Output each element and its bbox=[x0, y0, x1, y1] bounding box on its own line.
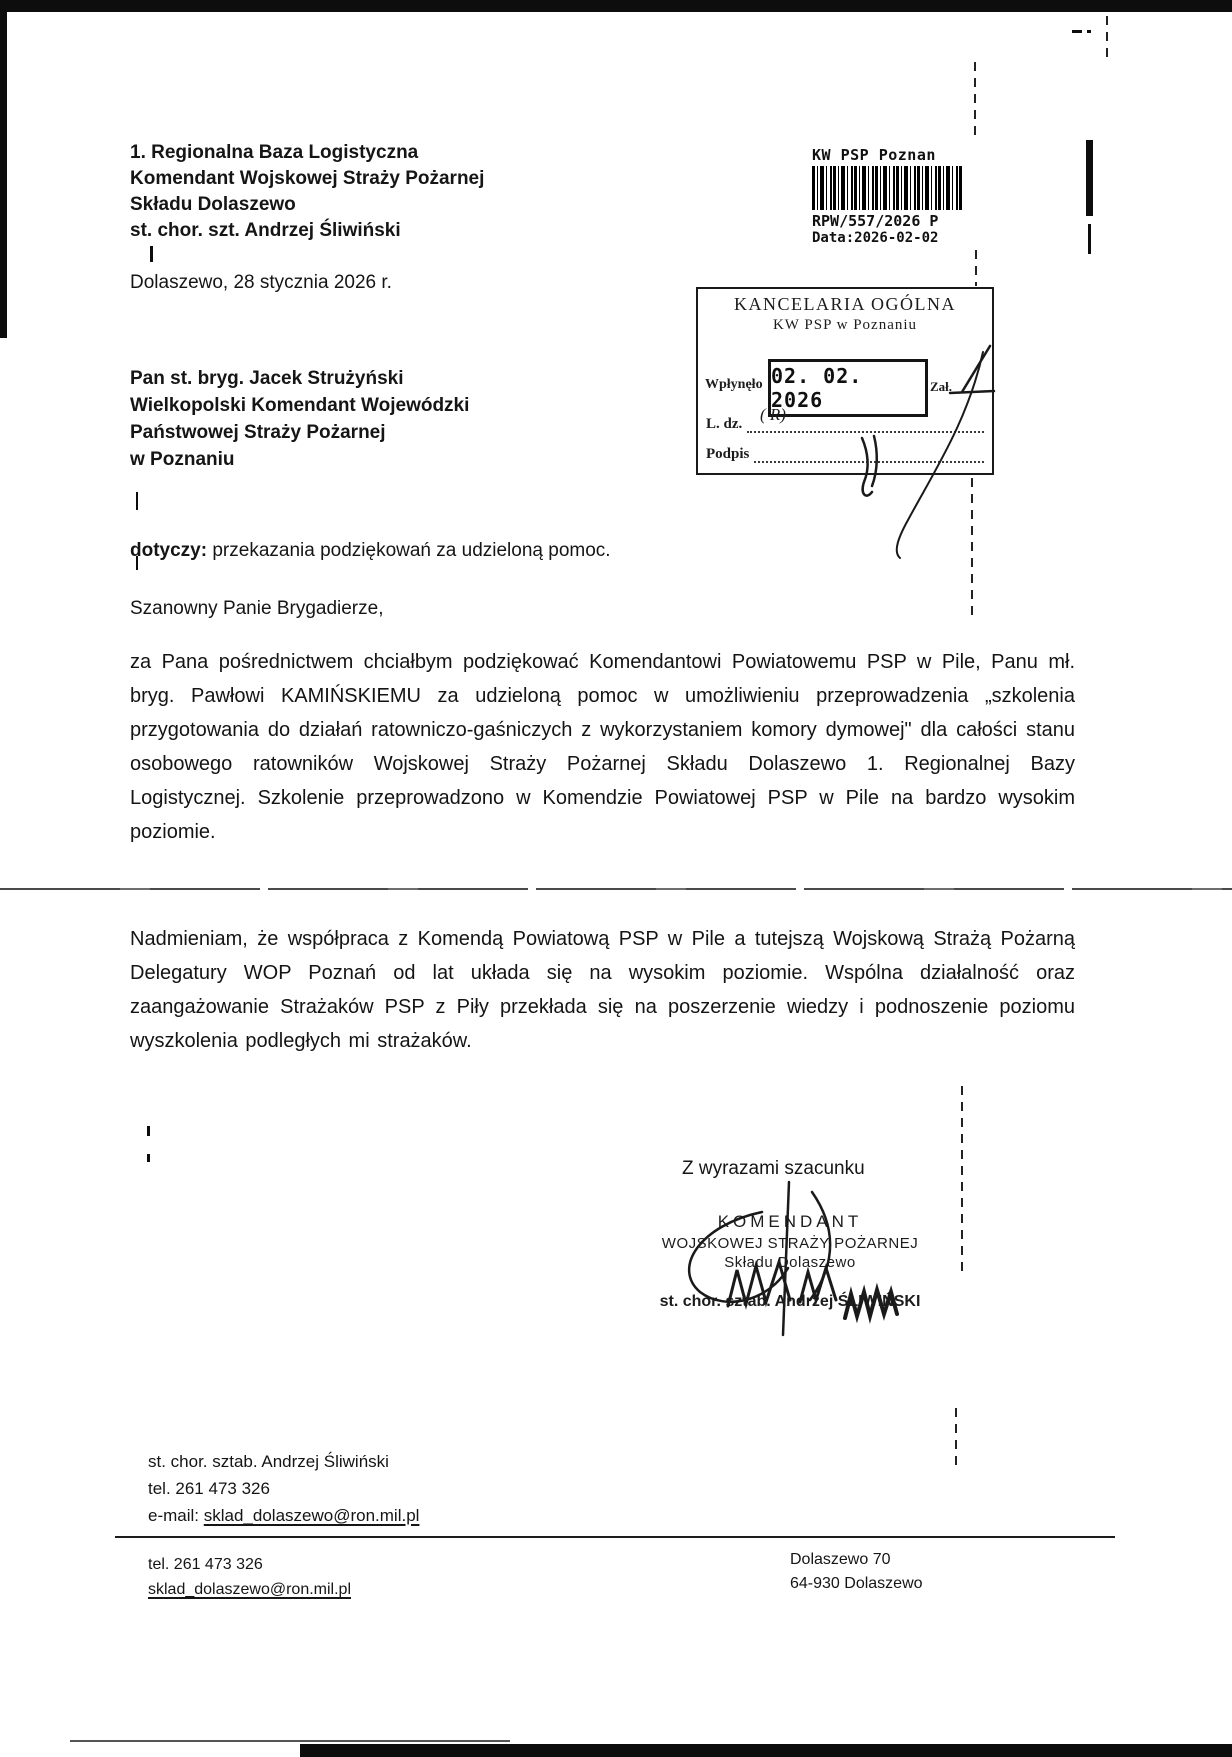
registration-number: RPW/557/2026 P bbox=[812, 212, 939, 230]
contact-phone: tel. 261 473 326 bbox=[148, 1479, 270, 1498]
contact-email-line bbox=[148, 1502, 419, 1529]
footer-address-line: 64-930 Dolaszewo bbox=[790, 1575, 923, 1592]
subject-label: dotyczy: bbox=[130, 540, 208, 561]
intake-stamp-box bbox=[696, 287, 994, 475]
scan-artifact-dot bbox=[1087, 30, 1091, 33]
barcode-image bbox=[812, 166, 962, 210]
reference-number-row bbox=[706, 416, 984, 433]
addressee-line: Wielkopolski Komendant Wojewódzki bbox=[130, 395, 470, 416]
subject-text: przekazania podziękowań za udzieloną pomoc. bbox=[212, 540, 611, 561]
body-paragraph: Nadmieniam, że współpraca z Komendą Powiatową PSP w Pile a tutejszą Wojskową Strażą Pożarną Delegatury WOP Poznań od lat układa się na wysokim poziomie. Wspólna działalność oraz zaangażowanie Strażaków PSP z Piły przekłada się na poszerzenie wiedzy i podnoszenie poziomu wyszkolenia podległych mi strażaków. bbox=[130, 928, 1075, 1052]
intake-stamp-title: KANCELARIA OGÓLNA bbox=[734, 294, 956, 314]
scan-artifact-bottom-bar bbox=[300, 1744, 1232, 1757]
scan-artifact-dashes bbox=[971, 478, 973, 618]
sender-block bbox=[130, 140, 484, 244]
registration-date: Data:2026-02-02 bbox=[812, 230, 939, 246]
intake-stamp-subtitle: KW PSP w Poznaniu bbox=[772, 317, 918, 333]
signer-name: st. chor. sztab. Andrzej ŚLIWIŃSKI bbox=[659, 1293, 921, 1310]
signature-stamp-line: WOJSKOWEJ STRAŻY POŻARNEJ bbox=[661, 1235, 919, 1252]
signature-row bbox=[706, 446, 984, 463]
signature-stamp-line: KOMENDANT bbox=[717, 1212, 863, 1231]
scan-artifact-top-bar bbox=[0, 0, 1232, 12]
attachment-label: Zał. bbox=[930, 379, 953, 394]
reference-handwritten-value: ( R) bbox=[760, 405, 786, 424]
scan-artifact-dashes bbox=[955, 1408, 957, 1472]
scan-artifact-right-tick bbox=[1088, 224, 1091, 254]
footer-divider bbox=[115, 1536, 1115, 1538]
signature-label: Podpis bbox=[706, 446, 750, 462]
scan-artifact-tick bbox=[147, 1126, 150, 1136]
footer-address-line: Dolaszewo 70 bbox=[790, 1551, 891, 1568]
sender-line: Składu Dolaszewo bbox=[130, 194, 296, 215]
scan-artifact-dashes bbox=[975, 250, 977, 286]
scan-artifact-dashes bbox=[974, 62, 976, 138]
scan-artifact-tick bbox=[150, 246, 153, 262]
contact-block bbox=[148, 1448, 419, 1529]
footer-email: sklad_dolaszewo@ron.mil.pl bbox=[148, 1581, 351, 1598]
closing-phrase: Z wyrazami szacunku bbox=[682, 1158, 865, 1179]
sender-line: 1. Regionalna Baza Logistyczna bbox=[130, 142, 419, 163]
contact-name: st. chor. sztab. Andrzej Śliwiński bbox=[148, 1452, 389, 1471]
received-date-stamp: 02. 02. 2026 bbox=[768, 359, 928, 417]
dotted-leader bbox=[754, 446, 984, 463]
contact-email: sklad_dolaszewo@ron.mil.pl bbox=[203, 1506, 420, 1525]
place-date-line: Dolaszewo, 28 stycznia 2026 r. bbox=[130, 272, 392, 293]
received-label: Wpłynęło bbox=[705, 377, 763, 392]
sender-line: st. chor. szt. Andrzej Śliwiński bbox=[130, 220, 401, 241]
addressee-block bbox=[130, 365, 469, 473]
salutation: Szanowny Panie Brygadierze, bbox=[130, 598, 384, 619]
addressee-line: Pan st. bryg. Jacek Strużyński bbox=[130, 368, 404, 389]
scan-artifact-dot bbox=[1072, 30, 1082, 33]
footer-address-block bbox=[790, 1548, 923, 1596]
signature-stamp-block bbox=[600, 1212, 980, 1311]
footer-phone: tel. 261 473 326 bbox=[148, 1556, 263, 1573]
registration-office: KW PSP Poznan bbox=[812, 146, 936, 164]
scan-artifact-dashes bbox=[1106, 16, 1108, 62]
body-paragraph: za Pana pośrednictwem chciałbym podziękować Komendantowi Powiatowemu PSP w Pile, Panu mł. bryg. Pawłowi KAMIŃSKIEMU za udzieloną pomoc w umożliwieniu przeprowadzenia „szkolenia przygotowania do działań ratowniczo-gaśniczych z wykorzystaniem komory dymowej" dla całości stanu osobowego ratowników Wojskowej Straży Pożarnej Składu Dolaszewo 1. Regionalnej Bazy Logistycznej. Szkolenie przeprowadzono w Komendzie Powiatowej PSP w Pile na bardzo wysokim poziomie. bbox=[130, 651, 1075, 843]
signature-stamp-line: Składu Dolaszewo bbox=[724, 1254, 856, 1271]
subject-line bbox=[130, 540, 611, 562]
scan-artifact-right-bar bbox=[1086, 140, 1093, 216]
registration-stamp bbox=[812, 146, 972, 246]
scan-artifact-tick bbox=[136, 492, 138, 510]
addressee-line: w Poznaniu bbox=[130, 449, 235, 470]
scan-artifact-left-bar bbox=[0, 0, 7, 338]
email-label: e-mail: bbox=[148, 1506, 200, 1525]
sender-line: Komendant Wojskowej Straży Pożarnej bbox=[130, 168, 485, 189]
footer-left-block bbox=[148, 1552, 351, 1602]
scan-artifact-bottom-thin-line bbox=[70, 1740, 510, 1742]
scan-artifact-tick bbox=[147, 1154, 150, 1162]
addressee-line: Państwowej Straży Pożarnej bbox=[130, 422, 386, 443]
scan-artifact-fold-line bbox=[0, 888, 1232, 890]
reference-label: L. dz. bbox=[706, 416, 743, 432]
